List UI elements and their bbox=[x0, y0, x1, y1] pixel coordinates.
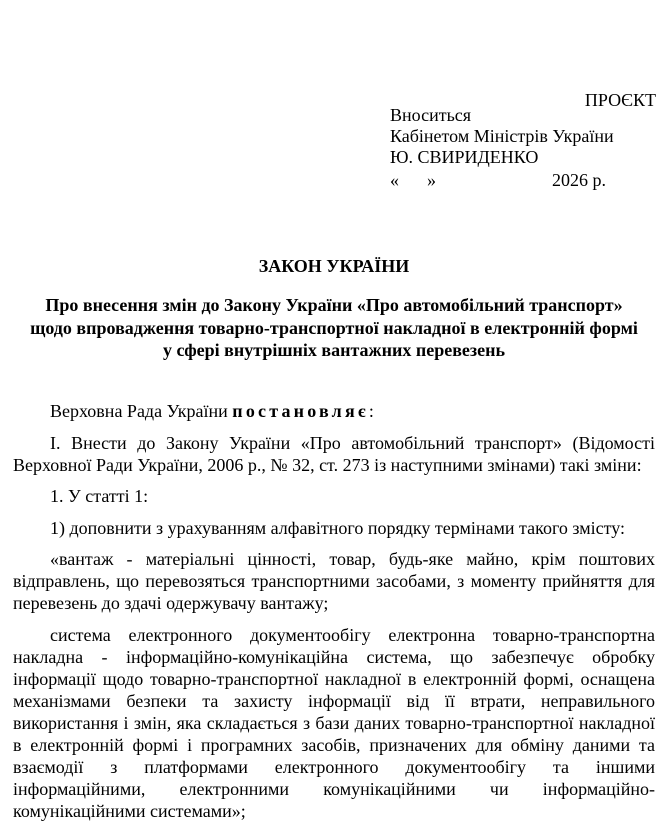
body-paragraph: 1) доповнити з урахуванням алфавітного порядку термінами такого змісту: bbox=[50, 517, 626, 538]
date-line bbox=[390, 170, 660, 194]
submitted-line-1: Вноситься bbox=[390, 105, 472, 125]
body-paragraph: система електронного документообігу електронна товарно-транспортна накладна - інформаційно-комунікаційна система, що забезпечує обробку інформації щодо товарно-транспортної накладної в електронній формі, оснащена механізмами безпеки та захисту інформації від її втрати, неправильного використання і змін, яка складається з бази даних товарно-транспортної накладної в електронній формі і програмних засобів, призначених для обміну даними та взаємодії з платформами електронного документообігу та іншими інформаційними, електронними комунікаційними чи інформаційно-комунікаційними системами»; bbox=[13, 624, 655, 821]
submitted-by-block bbox=[390, 105, 660, 194]
law-title: ЗАКОН УКРАЇНИ bbox=[258, 256, 410, 276]
body-paragraph: I. Внести до Закону України «Про автомобільний транспорт» (Відомості Верховної Ради України, 2006 р., № 32, ст. 273 із наступними змінами) такі зміни: bbox=[13, 432, 655, 475]
subject-line: щодо впровадження товарно-транспортної накладної в електронній формі bbox=[30, 317, 638, 338]
law-subject bbox=[0, 294, 668, 362]
submitted-line-2: Кабінетом Міністрів України bbox=[390, 126, 614, 146]
submitted-line-3: Ю. СВИРИДЕНКО bbox=[390, 147, 539, 167]
date-open-quote: « bbox=[390, 170, 399, 190]
resolves-suffix: : bbox=[368, 401, 374, 421]
date-close-quote: » bbox=[427, 170, 436, 190]
body-paragraph: 1. У статті 1: bbox=[50, 486, 149, 506]
body-paragraph: «вантаж - матеріальні цінності, товар, будь-яке майно, крім поштових відправлень, що перевозяться транспортними засобами, з моменту прийняття для перевезень до здачі одержувачу вантажу; bbox=[13, 549, 655, 613]
subject-line: у сфері внутрішніх вантажних перевезень bbox=[162, 340, 506, 360]
resolves-paragraph bbox=[13, 400, 655, 422]
draft-label: ПРОЄКТ bbox=[584, 90, 656, 110]
law-body bbox=[13, 400, 655, 831]
subject-line: Про внесення змін до Закону України «Про автомобільний транспорт» bbox=[45, 295, 623, 315]
resolves-prefix: Верховна Рада України bbox=[50, 401, 233, 421]
date-year: 2026 р. bbox=[552, 170, 606, 190]
resolves-word: постановляє bbox=[232, 401, 369, 421]
